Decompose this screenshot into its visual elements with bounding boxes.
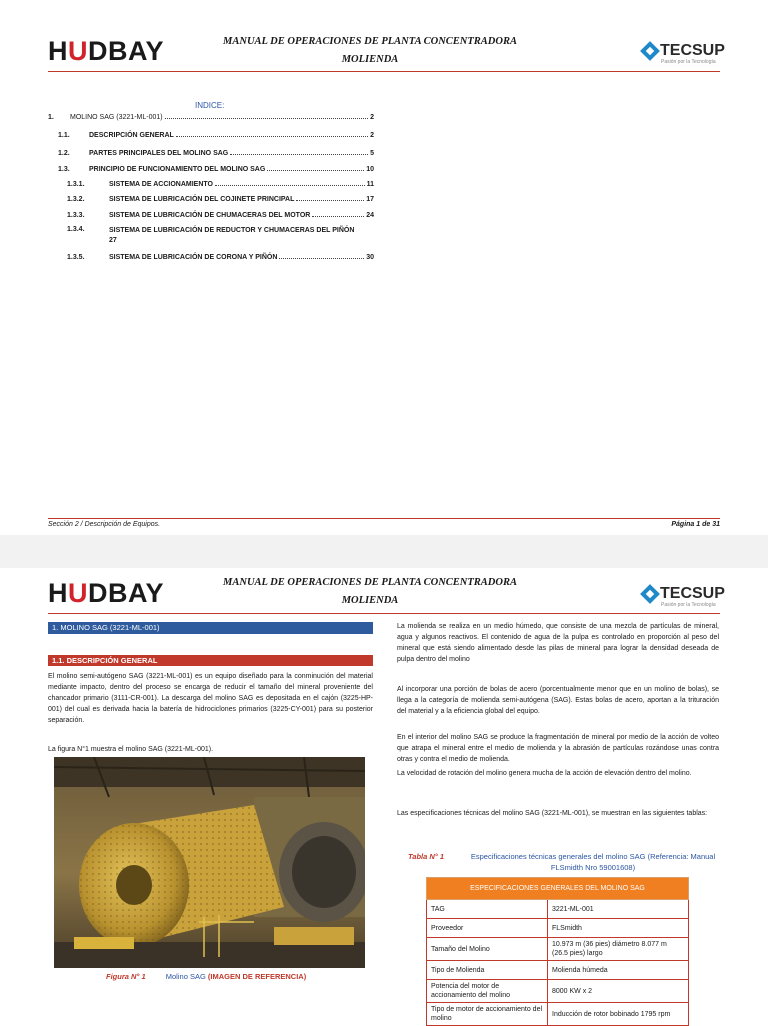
toc-item[interactable]: 1.3.5. SISTEMA DE LUBRICACIÓN DE CORONA Y PIÑÓN 30	[67, 254, 374, 261]
toc-item[interactable]: 1.3. PRINCIPIO DE FUNCIONAMIENTO DEL MOLINO SAG 10	[58, 166, 374, 173]
toc-item[interactable]: 1.2. PARTES PRINCIPALES DEL MOLINO SAG 5	[58, 150, 374, 157]
toc-item[interactable]: 1. MOLINO SAG (3221-ML-001) 2	[48, 114, 374, 121]
manual-title: MANUAL DE OPERACIONES DE PLANTA CONCENTRADORA	[223, 577, 517, 588]
sag-mill-photo	[54, 757, 365, 968]
hudbay-logo: HUDBAY	[48, 578, 165, 608]
subsection-heading: 1.1. DESCRIPCIÓN GENERAL	[48, 655, 373, 666]
header-divider	[48, 613, 720, 614]
table-row: TAG 3221-ML-001	[427, 900, 689, 919]
table-row: Tamaño del Molino 10.973 m (36 pies) diámetro 8.077 m (26.5 pies) largo	[427, 938, 689, 961]
header-divider	[48, 71, 720, 72]
figure-caption-line	[106, 972, 306, 981]
toc-title: INDICE:	[195, 101, 225, 110]
table-row: Tipo de Molienda Molienda húmeda	[427, 961, 689, 980]
footer-divider	[48, 518, 720, 519]
body-paragraph: La molienda se realiza en un medio húmedo, que consiste de una mezcla de partículas de mineral, agua y algunos reactivos. El contenido de agua de la pulpa es controlado en proporción al peso del mineral que está siendo alimentado desde las pilas de mineral para lograr la densidad deseada de pulpa dentro del molino	[397, 623, 719, 663]
toc-item[interactable]: 1.1. DESCRIPCIÓN GENERAL 2	[58, 132, 374, 139]
tecsup-mark-icon	[640, 584, 660, 604]
tecsup-logo: TECSUP Pasión por la Tecnología	[643, 585, 725, 603]
tecsup-logo: TECSUP Pasión por la Tecnología	[643, 42, 725, 60]
toc-item[interactable]: 1.3.1. SISTEMA DE ACCIONAMIENTO 11	[67, 181, 374, 188]
manual-subtitle: MOLIENDA	[341, 595, 399, 606]
figure-reference-note: (IMAGEN DE REFERENCIA)	[207, 972, 307, 981]
section-heading: 1. MOLINO SAG (3221-ML-001)	[48, 622, 373, 634]
toc-item[interactable]: 1.3.2. SISTEMA DE LUBRICACIÓN DEL COJINETE PRINCIPAL 17	[67, 196, 374, 203]
figure-name: Molino SAG	[165, 972, 206, 981]
table-header: ESPECIFICACIONES GENERALES DEL MOLINO SAG	[427, 878, 689, 900]
page-2	[0, 568, 768, 1024]
manual-title: MANUAL DE OPERACIONES DE PLANTA CONCENTRADORA	[223, 36, 517, 47]
body-paragraph: Al incorporar una porción de bolas de acero (porcentualmente menor que en un molino de bolas), se llega a la categoría de molienda semi-autógena (SAG). Estas bolas de acero, aportan a la trituración del material y a la eficiencia global del equipo.	[397, 686, 719, 715]
description-paragraph: El molino semi-autógeno SAG (3221-ML-001) es un equipo diseñado para la conminución del material mediante impacto, dentro del proceso se encarga de reducir el tamaño del mineral proveniente del chancador primario (3111-CR-001). La descarga del molino SAG es depositada en el cajón (3225-HP-001) del cual es derivada hacia la batería de hidrociclones primarios (3225-CY-001) para su posterior separación.	[48, 673, 373, 724]
page-header-title	[200, 574, 540, 610]
table-row: Proveedor FLSmidth	[427, 919, 689, 938]
figure-reference-paragraph: La figura N°1 muestra el molino SAG (3221-ML-001).	[48, 746, 214, 753]
table-title: Especificaciones técnicas generales del molino SAG (Referencia: Manual FLSmidth Nro 59001608)	[470, 852, 716, 872]
page-gap	[0, 535, 768, 568]
table-row: Potencia del motor de accionamiento del molino 8000 KW x 2	[427, 980, 689, 1003]
figure-label: Figura N° 1	[106, 972, 146, 981]
body-paragraph: Las especificaciones técnicas del molino SAG (3221-ML-001), se muestran en las siguientes tablas:	[397, 810, 708, 817]
manual-subtitle: MOLIENDA	[341, 54, 399, 65]
page-header-title	[200, 33, 540, 69]
hudbay-logo: HUDBAY	[48, 36, 165, 66]
body-paragraph: La velocidad de rotación del molino genera mucha de la acción de elevación dentro del molino.	[397, 770, 692, 777]
toc-item[interactable]: 1.3.4. SISTEMA DE LUBRICACIÓN DE REDUCTOR Y CHUMACERAS DEL PIÑÓN 27	[67, 226, 355, 244]
toc-item[interactable]: 1.3.3. SISTEMA DE LUBRICACIÓN DE CHUMACERAS DEL MOTOR 24	[67, 212, 374, 219]
tecsup-mark-icon	[640, 41, 660, 61]
specifications-table	[426, 877, 689, 1026]
body-paragraph: En el interior del molino SAG se produce la fragmentación de mineral por medio de la acción de volteo que atrapa el mineral entre el medio de molienda y la abrasión de partículas rozándose unas contra otras y contra el medio de molienda.	[397, 734, 719, 763]
footer-section: Sección 2 / Descripción de Equipos.	[48, 521, 161, 528]
table-label: Tabla N° 1	[408, 852, 445, 861]
table-row: Tipo de motor de accionamiento del molino Inducción de rotor bobinado 1795 rpm	[427, 1003, 689, 1026]
footer-page-number: Página 1 de 31	[671, 521, 720, 528]
